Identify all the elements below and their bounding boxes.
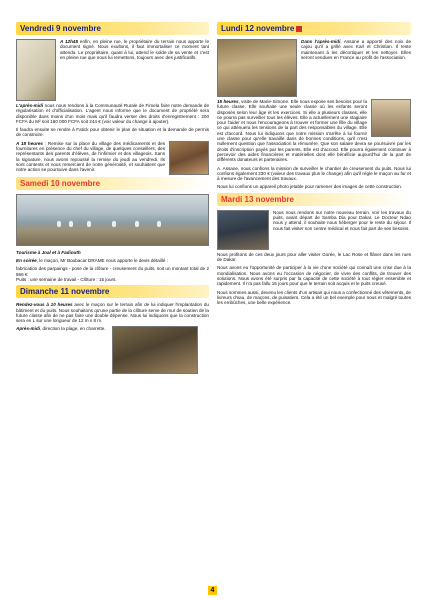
bottom-row [16,326,209,374]
text: nous nous rendons à la Communauté Rurale de Fimela faire notre demande de régularisation et d'officialisation. L'agent nous informe que le document de propriété sera disponible dans moins d'un mois mais qu'il faudra verser des droits d'enregistrement : 200 FCFA du M² soit 160 000 FCFA soit 244 € (voir valeur du change à ajouter). [16,103,209,124]
text: avec le maçon sur le terrain afin de lui indiquer l'implantation du bâtiment et du puits. Nous souhaitons qu'une partie de la clôture serve de mur de soutien de la future classe afin de ne pas faire une double dépense. Nous lui indiquons que la construction sera en L sur une longueur de 12 m x 8 m. [16,302,209,324]
well-digging-photo [217,210,269,250]
workers-photo [112,326,198,374]
paragraph: A. Assane, nous confions la mission de surveiller le chantier de creusement du puits. Nous lui confions également 230 € (valeur des travaux plus le change) afin qu'il règle le maçon au fur et à mesure de l'avancement des travaux. [217,165,411,182]
text: , visite de Marie-Simone. Elle nous expose ses besoins pour la future classe. Elle souhaite une seule classe où les enfants seront disposés selon leur âge et les exercices. Si elle a plusieurs classes, elle ne pourra pas surveiller tous les élèves. Elle a actuellement une stagiaire pour l'aider et nous l'encourageons à trouver et former une fille du village ce qui atténuera les tensions de la part des responsables du village. Elle est d'accord. Nous lui indiquons que notre mission s'arrête à lui fournir une classe pour qu'elle travaille dans de bonnes conditions, qu'il n'est nullement question que l'association la rémunère. Que son salaire devra se poursuivre par les droits d'inscription payés par les parents. Elle est d'accord. Elle pourra également continuer à percevoir des aides financières et matérielles dont elle bénéficie aujourd'hui de la part de différents donateurs et partenaires. [217,99,411,163]
text: : Remise sur la place du village des médicaments et des fournitures en présence du chef du village, de quelques conseillers, des représentants des parents d'élèves, de l'infirmier et des villageois. Sans la signature, nous avons repoussé la remise du jeudi au vendredi. Ils sont contents et nous remercient de notre générosité, et souhaitent que notre action se poursuive dans l'avenir. [16,140,165,173]
paragraph [16,258,209,263]
paragraph [16,326,108,371]
time-label: L'après-midi [16,103,44,108]
paragraph: Nous nous rendons sur notre nouveau terrain, voir les travaux du puits, avant départ de Samba Dia pour Dakar. Le Docteur Ndao nous y attend, il souhaite nous héberger pour le reste du séjour. Il nous fait visiter son centre médical et nous fait part de ses besoins. [273,209,411,231]
paragraph: Il faudra ensuite se rendre à Fatick pour obtenir le plan de situation et la demande de permis de construire. [16,127,209,138]
paragraph: Nous avons eu l'opportunité de participer à la vie d'une société qui connaît une crise due à la mondialisation. Nous avons eu l'occasion de négocier, de vivre des conflits, de trouver des solutions. Nous avons été surpris par la capacité de cette société à tout régler ensemble et rapidement. Il n'a pas fallu 15 jours pour que le terrain soit acquis et le puits creusé. [217,265,411,287]
teacher-photo [371,99,411,137]
text: enfin, en pleine rue, le propriétaire du terrain nous apporte le document signé. Nous exultons, il faut immortaliser ce moment tant attendu. Le propriétaire, quant à lui, attend le solde de sa vente et c'est en pleine rue que nous lui remettons, toujours avec des justificatifs. [60,39,209,60]
section-header-dimanche [16,285,209,298]
section-title: Vendredi 9 novembre [20,23,101,33]
section-title: Lundi 12 novembre [221,23,295,33]
time-label: A 18 heures [16,140,43,146]
lagoon-birds-photo [16,194,209,246]
time-label: 15 heures [217,99,239,104]
time-label: En soirée [16,258,37,264]
paragraph: Nous sommes aussi, devenu les clients d'un artisan qui nous a confectionné des vêtements, de livreurs d'eau, de maçons, de puisatiers. Cela a été un bel exemple pour nous et malgré toutes les embûches, une belle expérience. [217,289,411,306]
text: , direction la plage, en charrette. [40,326,106,332]
paragraph: fabrication des parpaings - pose de la clôture - creusement du puits, soit un montant total de 2 866 € [16,266,209,277]
section-header-samedi [16,177,209,190]
paragraph: Nous profitons de ces deux jours pour aller visiter Gorée, le Lac Rose et flâner dans les rues de Dakar. [217,251,411,263]
text: , Assane a apporté des noix de cajou qu'il a grillé avec Karl et Christian. Il reste maintenant à les décortiquer et les nettoyer. Elles seront vendues en France au profit de l'association. [301,39,411,60]
right-column [217,22,411,308]
village-meeting-photo [169,141,209,175]
section-header-lundi [217,22,411,35]
paragraph [16,103,209,124]
paragraph [16,302,209,323]
section-title: Mardi 13 novembre [221,194,294,204]
text: , le maçon, Mr Boubacar DRAME nous apporte le devis détaillé : [36,258,168,264]
paragraph: Tourisme à Joal et à Fadiouth [16,249,81,255]
section-header-vendredi [16,22,209,35]
red-square-icon [296,26,302,32]
page-number: 4 [208,586,217,595]
section-title: Samedi 10 novembre [20,178,101,188]
cashew-roasting-photo [217,39,297,97]
paragraph: Nous lui confions un appareil photo jetable pour ramener des images de cette construction. [217,184,403,190]
time-label: A 12h45 [60,39,79,44]
time-label: Après-midi [16,326,40,332]
paragraph: Puits : une semaine de travail - Clôture : 15 jours. [16,276,117,282]
left-column [16,22,209,374]
signed-document-photo [16,39,56,101]
time-label: Dans l'après-midi [301,39,341,44]
time-label: Rendez-vous à 10 heures [16,302,73,308]
section-title: Dimanche 11 novembre [20,287,110,297]
section-header-mardi [217,193,411,206]
